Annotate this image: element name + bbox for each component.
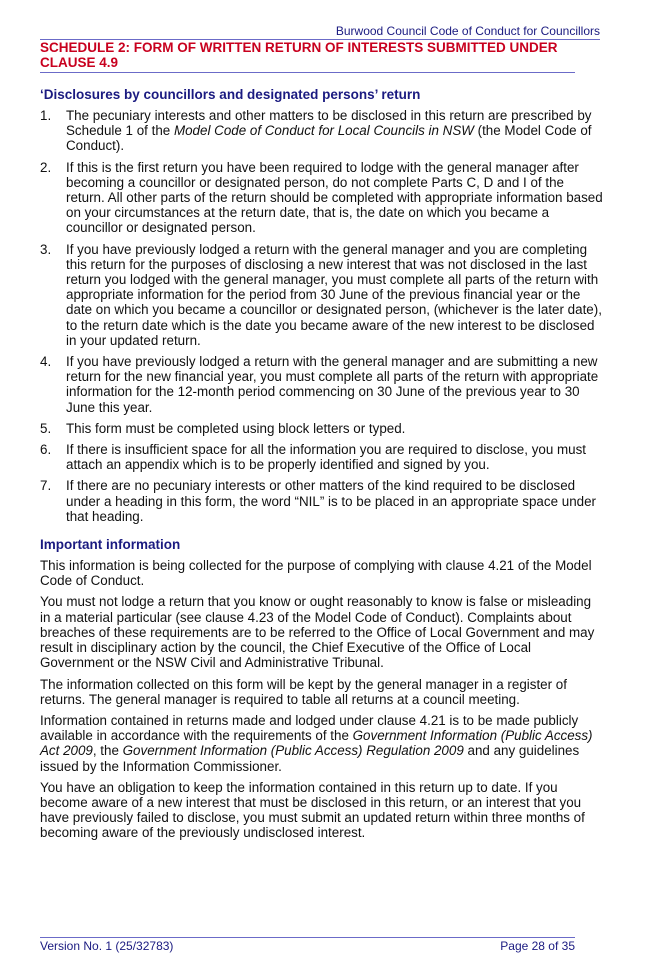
item-number: 5. [40,420,52,436]
gipa-regulation-title: Government Information (Public Access) Regulation 2009 [122,743,464,759]
list-item: 4. If you have previously lodged a return with the general manager and are submitting a new return for the new financial year, you must complete all parts of the return with appropriate information for the 12-month period commencing on 30 June of the previous year to 30 June this year. [40,354,599,415]
item-number: 1. [40,108,52,123]
paragraph-obligation: You have an obligation to keep the information contained in this return up to date. If you become aware of a new interest that must be disclosed in this return, or an interest that you have previously failed to disclose, you must submit an updated return within three months of becoming aware of the previously undisclosed interest. [40,779,585,841]
list-item: 3. If you have previously lodged a return with the general manager and you are completing this return for the purposes of disclosing a new interest that was not disclosed in the last return you lodged with the general manager, you must complete all parts of the return with appropriate information for the period from 30 June of the previous financial year or the date on which you became a councillor or designated person, (whichever is the later date), to the return date which is the date you became aware of the new interest to be disclosed in your updated return. [40,241,602,348]
page-footer [40,937,575,953]
version-number: Version No. 1 (25/32783) [40,939,174,953]
item-number: 6. [40,442,52,458]
page-content [40,86,605,847]
important-information-heading: Important information [40,537,181,553]
gipa-act-title: Government Information (Public Access) Act 2009 [40,728,593,759]
list-item: 7. If there are no pecuniary interests or other matters of the kind required to be disclosed under a heading in this form, the word “NIL” is to be placed in an appropriate space under that heading. [40,478,596,524]
list-item: 2. If this is the first return you have been required to lodge with the general manager after becoming a councillor or designated person, do not complete Parts C, D and I of the return. All other parts of the return should be completed with appropriate information based on your circumstances at the return date, that is, the date on which you became a councillor or designated person. [40,159,603,236]
item-number: 7. [40,478,52,494]
running-header: Burwood Council Code of Conduct for Councillors [40,24,600,40]
list-item: 5. This form must be completed using block letters or typed. [40,420,406,436]
page-number: Page 28 of 35 [500,939,575,953]
item-number: 4. [40,354,52,370]
paragraph-register: The information collected on this form will be kept by the general manager in a register of returns. The general manager is required to table all returns at a council meeting. [40,676,567,707]
paragraph-public-access: Information contained in returns made and lodged under clause 4.21 is to be made publicly available in accordance with the requirements of the Government Information (Public Access) Act 2009, the Government Information (Public Access) Regulation 2009 and any guidelines issued by the Information Commissioner. [40,712,593,774]
disclosures-heading: ‘Disclosures by councillors and designated persons’ return [40,87,421,102]
instructions-list [40,108,605,524]
item-number: 2. [40,159,52,175]
schedule-title: SCHEDULE 2: FORM OF WRITTEN RETURN OF INTERESTS SUBMITTED UNDER CLAUSE 4.9 [40,40,575,73]
paragraph-purpose: This information is being collected for the purpose of complying with clause 4.21 of the Model Code of Conduct. [40,558,592,589]
paragraph-false-return: You must not lodge a return that you know or ought reasonably to know is false or misleading in a material particular (see clause 4.23 of the Model Code of Conduct). Complaints about breaches of these requirements are to be referred to the Office of Local Government and may result in disciplinary action by the council, the Chief Executive of the Office of Local Government or the NSW Civil and Administrative Tribunal. [40,594,595,671]
model-code-title: Model Code of Conduct for Local Councils in NSW [173,123,474,139]
list-item: 6. If there is insufficient space for all the information you are required to disclose, you must attach an appendix which is to be properly identified and signed by you. [40,442,587,473]
item-number: 3. [40,241,52,257]
list-item: 1. The pecuniary interests and other matters to be disclosed in this return are prescribed by Schedule 1 of the Model Code of Conduct for Local Councils in NSW (the Model Code of Conduct). [40,108,592,154]
